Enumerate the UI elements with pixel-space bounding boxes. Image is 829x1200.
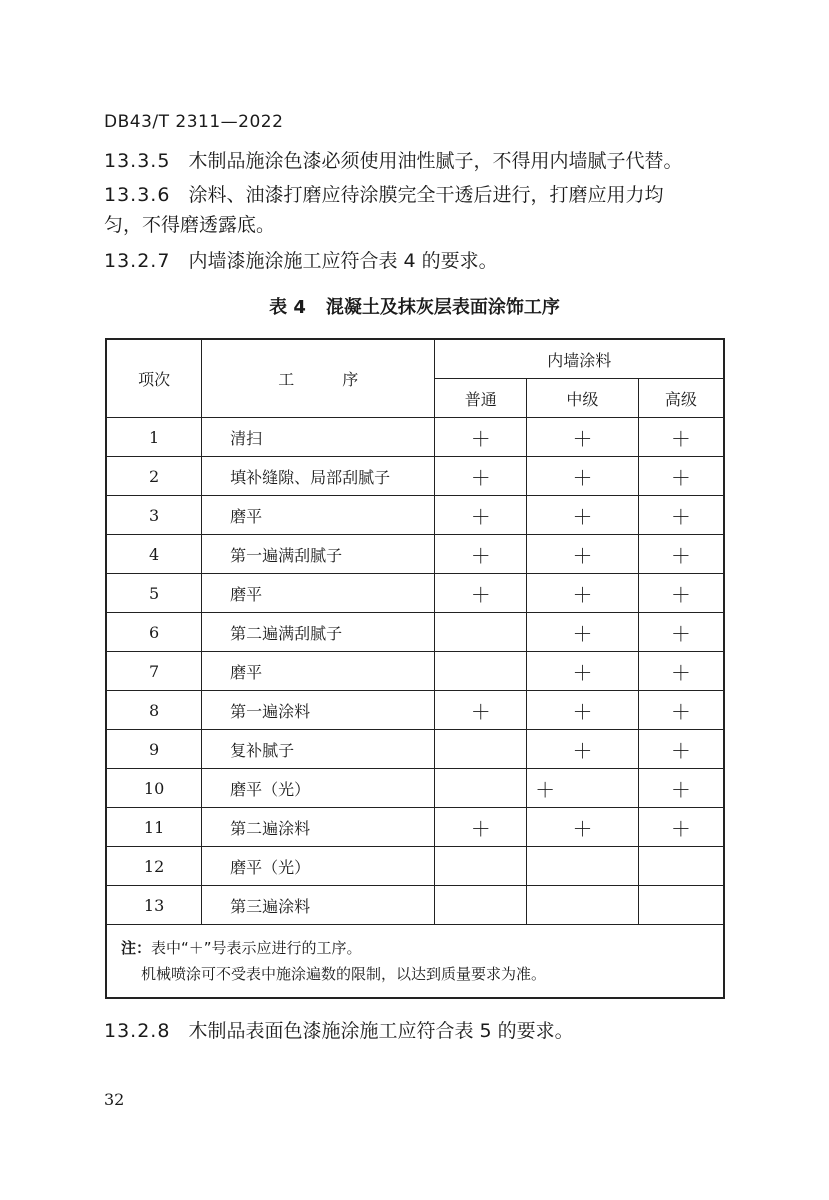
table-row xyxy=(106,613,724,652)
row-index: 10 xyxy=(106,769,202,808)
mark-medium: ＋ xyxy=(527,769,639,808)
mark-ordinary: ＋ xyxy=(435,496,527,535)
table-row xyxy=(106,769,724,808)
row-index: 7 xyxy=(106,652,202,691)
header-grade-ordinary: 普通 xyxy=(435,379,527,418)
clause-13-2-8 xyxy=(104,1016,734,1046)
mark-ordinary: ＋ xyxy=(435,457,527,496)
header-grade-high: 高级 xyxy=(638,379,724,418)
mark-ordinary xyxy=(435,769,527,808)
clause-13-2-7 xyxy=(104,246,734,276)
row-step: 磨平 xyxy=(202,574,435,613)
clause-text: 木制品施涂色漆必须使用油性腻子，不得用内墙腻子代替。 xyxy=(188,150,683,172)
note-label: 注： xyxy=(121,939,152,957)
note-line-2: 机械喷涂可不受表中施涂遍数的限制，以达到质量要求为准。 xyxy=(141,965,547,983)
row-step: 第二遍涂料 xyxy=(202,808,435,847)
mark-high: ＋ xyxy=(638,613,724,652)
row-step: 第三遍涂料 xyxy=(202,886,435,925)
row-index: 1 xyxy=(106,418,202,457)
clause-number: 13.2.8 xyxy=(104,1020,171,1042)
mark-medium: ＋ xyxy=(527,652,639,691)
mark-ordinary: ＋ xyxy=(435,574,527,613)
row-step: 第一遍涂料 xyxy=(202,691,435,730)
clause-number: 13.3.6 xyxy=(104,184,171,206)
mark-ordinary xyxy=(435,847,527,886)
mark-high: ＋ xyxy=(638,808,724,847)
clause-number: 13.3.5 xyxy=(104,150,171,172)
page-number: 32 xyxy=(104,1090,125,1109)
row-step: 第一遍满刮腻子 xyxy=(202,535,435,574)
mark-ordinary xyxy=(435,886,527,925)
mark-ordinary xyxy=(435,730,527,769)
mark-high: ＋ xyxy=(638,652,724,691)
row-step: 磨平（光） xyxy=(202,847,435,886)
mark-ordinary: ＋ xyxy=(435,535,527,574)
table-note-row xyxy=(106,925,724,999)
mark-high: ＋ xyxy=(638,496,724,535)
document-code: DB43/T 2311—2022 xyxy=(104,112,284,132)
row-index: 3 xyxy=(106,496,202,535)
note-line-1: 表中“＋”号表示应进行的工序。 xyxy=(151,939,362,957)
row-index: 6 xyxy=(106,613,202,652)
mark-high: ＋ xyxy=(638,457,724,496)
table-row xyxy=(106,808,724,847)
row-index: 8 xyxy=(106,691,202,730)
row-step: 磨平 xyxy=(202,496,435,535)
row-step: 磨平 xyxy=(202,652,435,691)
mark-medium: ＋ xyxy=(527,730,639,769)
table-row xyxy=(106,691,724,730)
table-row xyxy=(106,886,724,925)
row-index: 13 xyxy=(106,886,202,925)
mark-medium: ＋ xyxy=(527,574,639,613)
mark-medium xyxy=(527,847,639,886)
mark-high: ＋ xyxy=(638,691,724,730)
row-step: 填补缝隙、局部刮腻子 xyxy=(202,457,435,496)
mark-high xyxy=(638,847,724,886)
mark-medium: ＋ xyxy=(527,496,639,535)
table-row xyxy=(106,574,724,613)
clause-13-3-5 xyxy=(104,146,734,176)
header-grade-medium: 中级 xyxy=(527,379,639,418)
row-index: 12 xyxy=(106,847,202,886)
table-note xyxy=(106,925,724,999)
table-row xyxy=(106,496,724,535)
table-number: 表 4 xyxy=(269,297,306,318)
header-index: 项次 xyxy=(106,339,202,418)
mark-ordinary: ＋ xyxy=(435,808,527,847)
mark-high: ＋ xyxy=(638,769,724,808)
mark-medium: ＋ xyxy=(527,691,639,730)
process-table xyxy=(105,338,725,999)
row-index: 5 xyxy=(106,574,202,613)
mark-ordinary xyxy=(435,613,527,652)
mark-high: ＋ xyxy=(638,574,724,613)
table-title: 混凝土及抹灰层表面涂饰工序 xyxy=(325,297,560,318)
mark-medium: ＋ xyxy=(527,535,639,574)
mark-high xyxy=(638,886,724,925)
row-index: 4 xyxy=(106,535,202,574)
mark-ordinary xyxy=(435,652,527,691)
header-process: 工 序 xyxy=(202,339,435,418)
row-step: 复补腻子 xyxy=(202,730,435,769)
table-row xyxy=(106,418,724,457)
table-row xyxy=(106,535,724,574)
clause-text: 木制品表面色漆施涂施工应符合表 5 的要求。 xyxy=(188,1020,574,1042)
table-row xyxy=(106,457,724,496)
mark-medium: ＋ xyxy=(527,613,639,652)
mark-medium: ＋ xyxy=(527,457,639,496)
mark-medium: ＋ xyxy=(527,418,639,457)
row-index: 9 xyxy=(106,730,202,769)
clause-text-continued: 匀，不得磨透露底。 xyxy=(104,214,276,236)
clause-text: 涂料、油漆打磨应待涂膜完全干透后进行，打磨应用力均 xyxy=(188,184,664,206)
table-row xyxy=(106,847,724,886)
row-step: 磨平（光） xyxy=(202,769,435,808)
mark-high: ＋ xyxy=(638,535,724,574)
mark-ordinary: ＋ xyxy=(435,418,527,457)
mark-high: ＋ xyxy=(638,730,724,769)
table-row xyxy=(106,730,724,769)
table-caption xyxy=(0,293,829,319)
clause-13-3-6 xyxy=(104,180,734,240)
mark-high: ＋ xyxy=(638,418,724,457)
row-step: 清扫 xyxy=(202,418,435,457)
row-index: 11 xyxy=(106,808,202,847)
table-body xyxy=(106,418,724,999)
mark-medium: ＋ xyxy=(527,808,639,847)
table-row xyxy=(106,652,724,691)
clause-text: 内墙漆施涂施工应符合表 4 的要求。 xyxy=(188,250,498,272)
header-interior-coating: 内墙涂料 xyxy=(435,339,724,379)
mark-ordinary: ＋ xyxy=(435,691,527,730)
row-index: 2 xyxy=(106,457,202,496)
clause-number: 13.2.7 xyxy=(104,250,171,272)
mark-medium xyxy=(527,886,639,925)
row-step: 第二遍满刮腻子 xyxy=(202,613,435,652)
